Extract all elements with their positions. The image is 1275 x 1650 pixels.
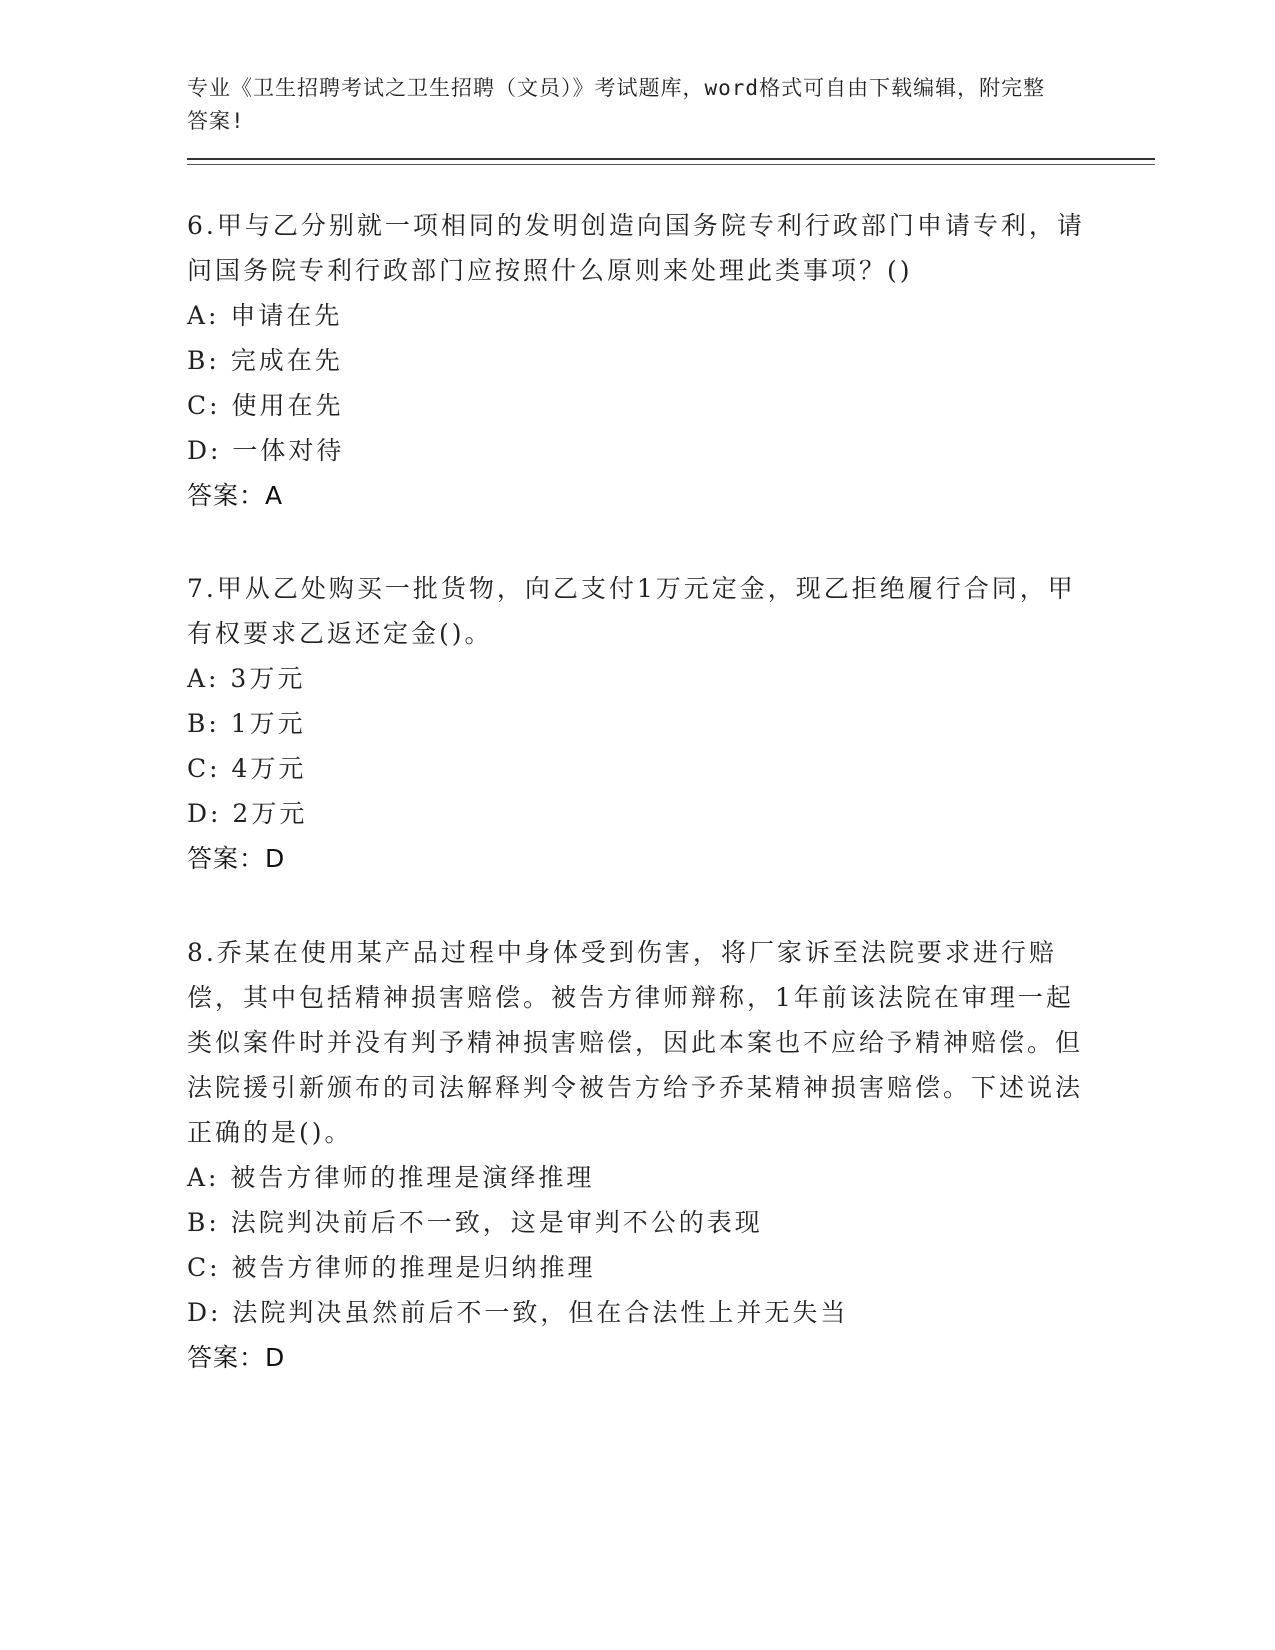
divider-line-bottom: [187, 164, 1155, 165]
question-stem: 7.甲从乙处购买一批货物，向乙支付1万元定金，现乙拒绝履行合同，甲有权要求乙返还定金()。: [187, 574, 1076, 648]
question-stem: 6.甲与乙分别就一项相同的发明创造向国务院专利行政部门申请专利，请问国务院专利行政部门应按照什么原则来处理此类事项？(): [187, 211, 1085, 285]
option-b: B: 法院判决前后不一致，这是审判不公的表现: [187, 1208, 763, 1237]
header-divider: [187, 158, 1155, 165]
answer-line: 答案：D: [187, 844, 286, 873]
option-b: B: 完成在先: [187, 346, 343, 375]
divider-line-top: [187, 158, 1155, 160]
option-c: C: 使用在先: [187, 391, 344, 420]
question-stem: 8.乔某在使用某产品过程中身体受到伤害，将厂家诉至法院要求进行赔偿，其中包括精神损害赔偿。被告方律师辩称，1年前该法院在审理一起类似案件时并没有判予精神损害赔偿，因此本案也不应给予精神赔偿。但法院援引新颁布的司法解释判令被告方给予乔某精神损害赔偿。下述说法正确的是()。: [187, 938, 1084, 1147]
option-c: C: 4万元: [187, 754, 307, 783]
question-block: [187, 203, 1157, 519]
question-block: [187, 566, 1157, 882]
answer-line: 答案：A: [187, 481, 284, 510]
option-a: A: 申请在先: [187, 301, 343, 330]
option-d: D: 一体对待: [187, 436, 345, 465]
document-header: 专业《卫生招聘考试之卫生招聘（文员）》考试题库，word格式可自由下载编辑，附完整答案!: [187, 76, 1046, 133]
option-b: B: 1万元: [187, 709, 306, 738]
option-a: A: 3万元: [187, 664, 306, 693]
option-a: A: 被告方律师的推理是演绎推理: [187, 1163, 595, 1192]
option-d: D: 2万元: [187, 799, 308, 828]
document-page: [187, 72, 1157, 1381]
answer-line: 答案：D: [187, 1343, 286, 1372]
option-d: D: 法院判决虽然前后不一致，但在合法性上并无失当: [187, 1298, 849, 1327]
option-c: C: 被告方律师的推理是归纳推理: [187, 1253, 596, 1282]
question-block: [187, 930, 1157, 1381]
